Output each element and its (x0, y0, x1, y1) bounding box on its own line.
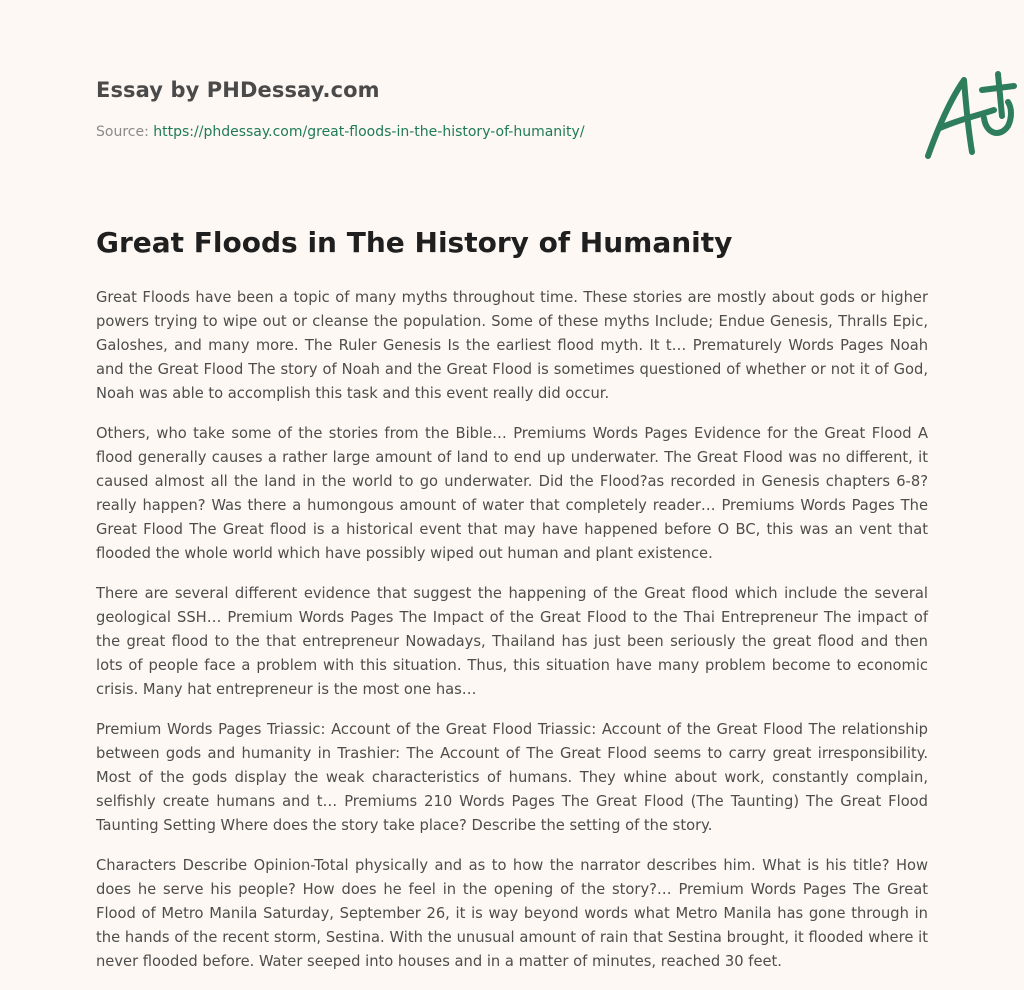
paragraph: Great Floods have been a topic of many myths throughout time. These stories are mostly about gods or higher powers trying to wipe out or cleanse the population. Some of these myths Include; Endue Genesis, Thralls Epic, Galoshes, and many more. The Ruler Genesis Is the earliest flood myth. It t… Prematurely Words Pages Noah and the Great Flood The story of Noah and the Great Flood is sometimes questioned of whether or not it of God, Noah was able to accomplish this task and this event really did occur. (96, 289, 928, 402)
source-label: Source: (96, 124, 154, 140)
article-title: Great Floods in The History of Humanity (96, 226, 733, 259)
paragraph: Premium Words Pages Triassic: Account of the Great Flood Triassic: Account of the Great Flood The relationship between gods and humanity in Trashier: The Account of The Great Flood seems to carry great irresponsibility. Most of the gods display the weak characteristics of humans. They whine about work, constantly complain, selfishly create humans and t… Premiums 210 Words Pages The Great Flood (The Taunting) The Great Flood Taunting Setting Where does the story take place? Describe the setting of the story. (96, 721, 928, 834)
a-plus-grade-icon-plus-vertical (998, 74, 1002, 116)
source-link[interactable]: https://phdessay.com/great-floods-in-the-history-of-humanity/ (153, 124, 585, 140)
source-line (96, 124, 585, 140)
paragraph: Others, who take some of the stories from the Bible… Premiums Words Pages Evidence for the Great Flood A flood generally causes a rather large amount of land to end up underwater. The Great Flood was no different, it caused almost all the land in the world to go underwater. Did the Flood?as recorded in Genesis chapters 6-8? really happen? Was there a humongous amount of water that completely reader… Premiums Words Pages The Great Flood The Great flood is a historical event that may have happened before O BC, this was an vent that flooded the whole world which have possibly wiped out human and plant existence. (96, 425, 928, 562)
paragraph: There are several different evidence that suggest the happening of the Great flood which include the several geological SSH… Premium Words Pages The Impact of the Great Flood to the Thai Entrepreneur The impact of the great flood to the that entrepreneur Nowadays, Thailand has just been seriously the great flood and then lots of people face a problem with this situation. Thus, this situation have many problem become to economic crisis. Many hat entrepreneur is the most one has… (96, 585, 928, 698)
paragraph: Characters Describe Opinion-Total physically and as to how the narrator describes him. What is his title? How does he serve his people? How does he feel in the opening of the story?… Premium Words Pages The Great Flood of Metro Manila Saturday, September 26, it is way beyond words what Metro Manila has gone through in the hands of the recent storm, Sestina. With the unusual amount of rain that Sestina brought, it flooded where it never flooded before. Water seeped into houses and in a matter of minutes, reached 30 feet. (96, 857, 928, 970)
article-body (96, 286, 928, 990)
a-plus-grade-icon (916, 66, 1024, 166)
brand-title: Essay by PHDessay.com (96, 78, 380, 102)
a-plus-grade-icon-plus-horizontal (982, 86, 1014, 90)
a-plus-grade-icon-curl (984, 102, 1011, 133)
